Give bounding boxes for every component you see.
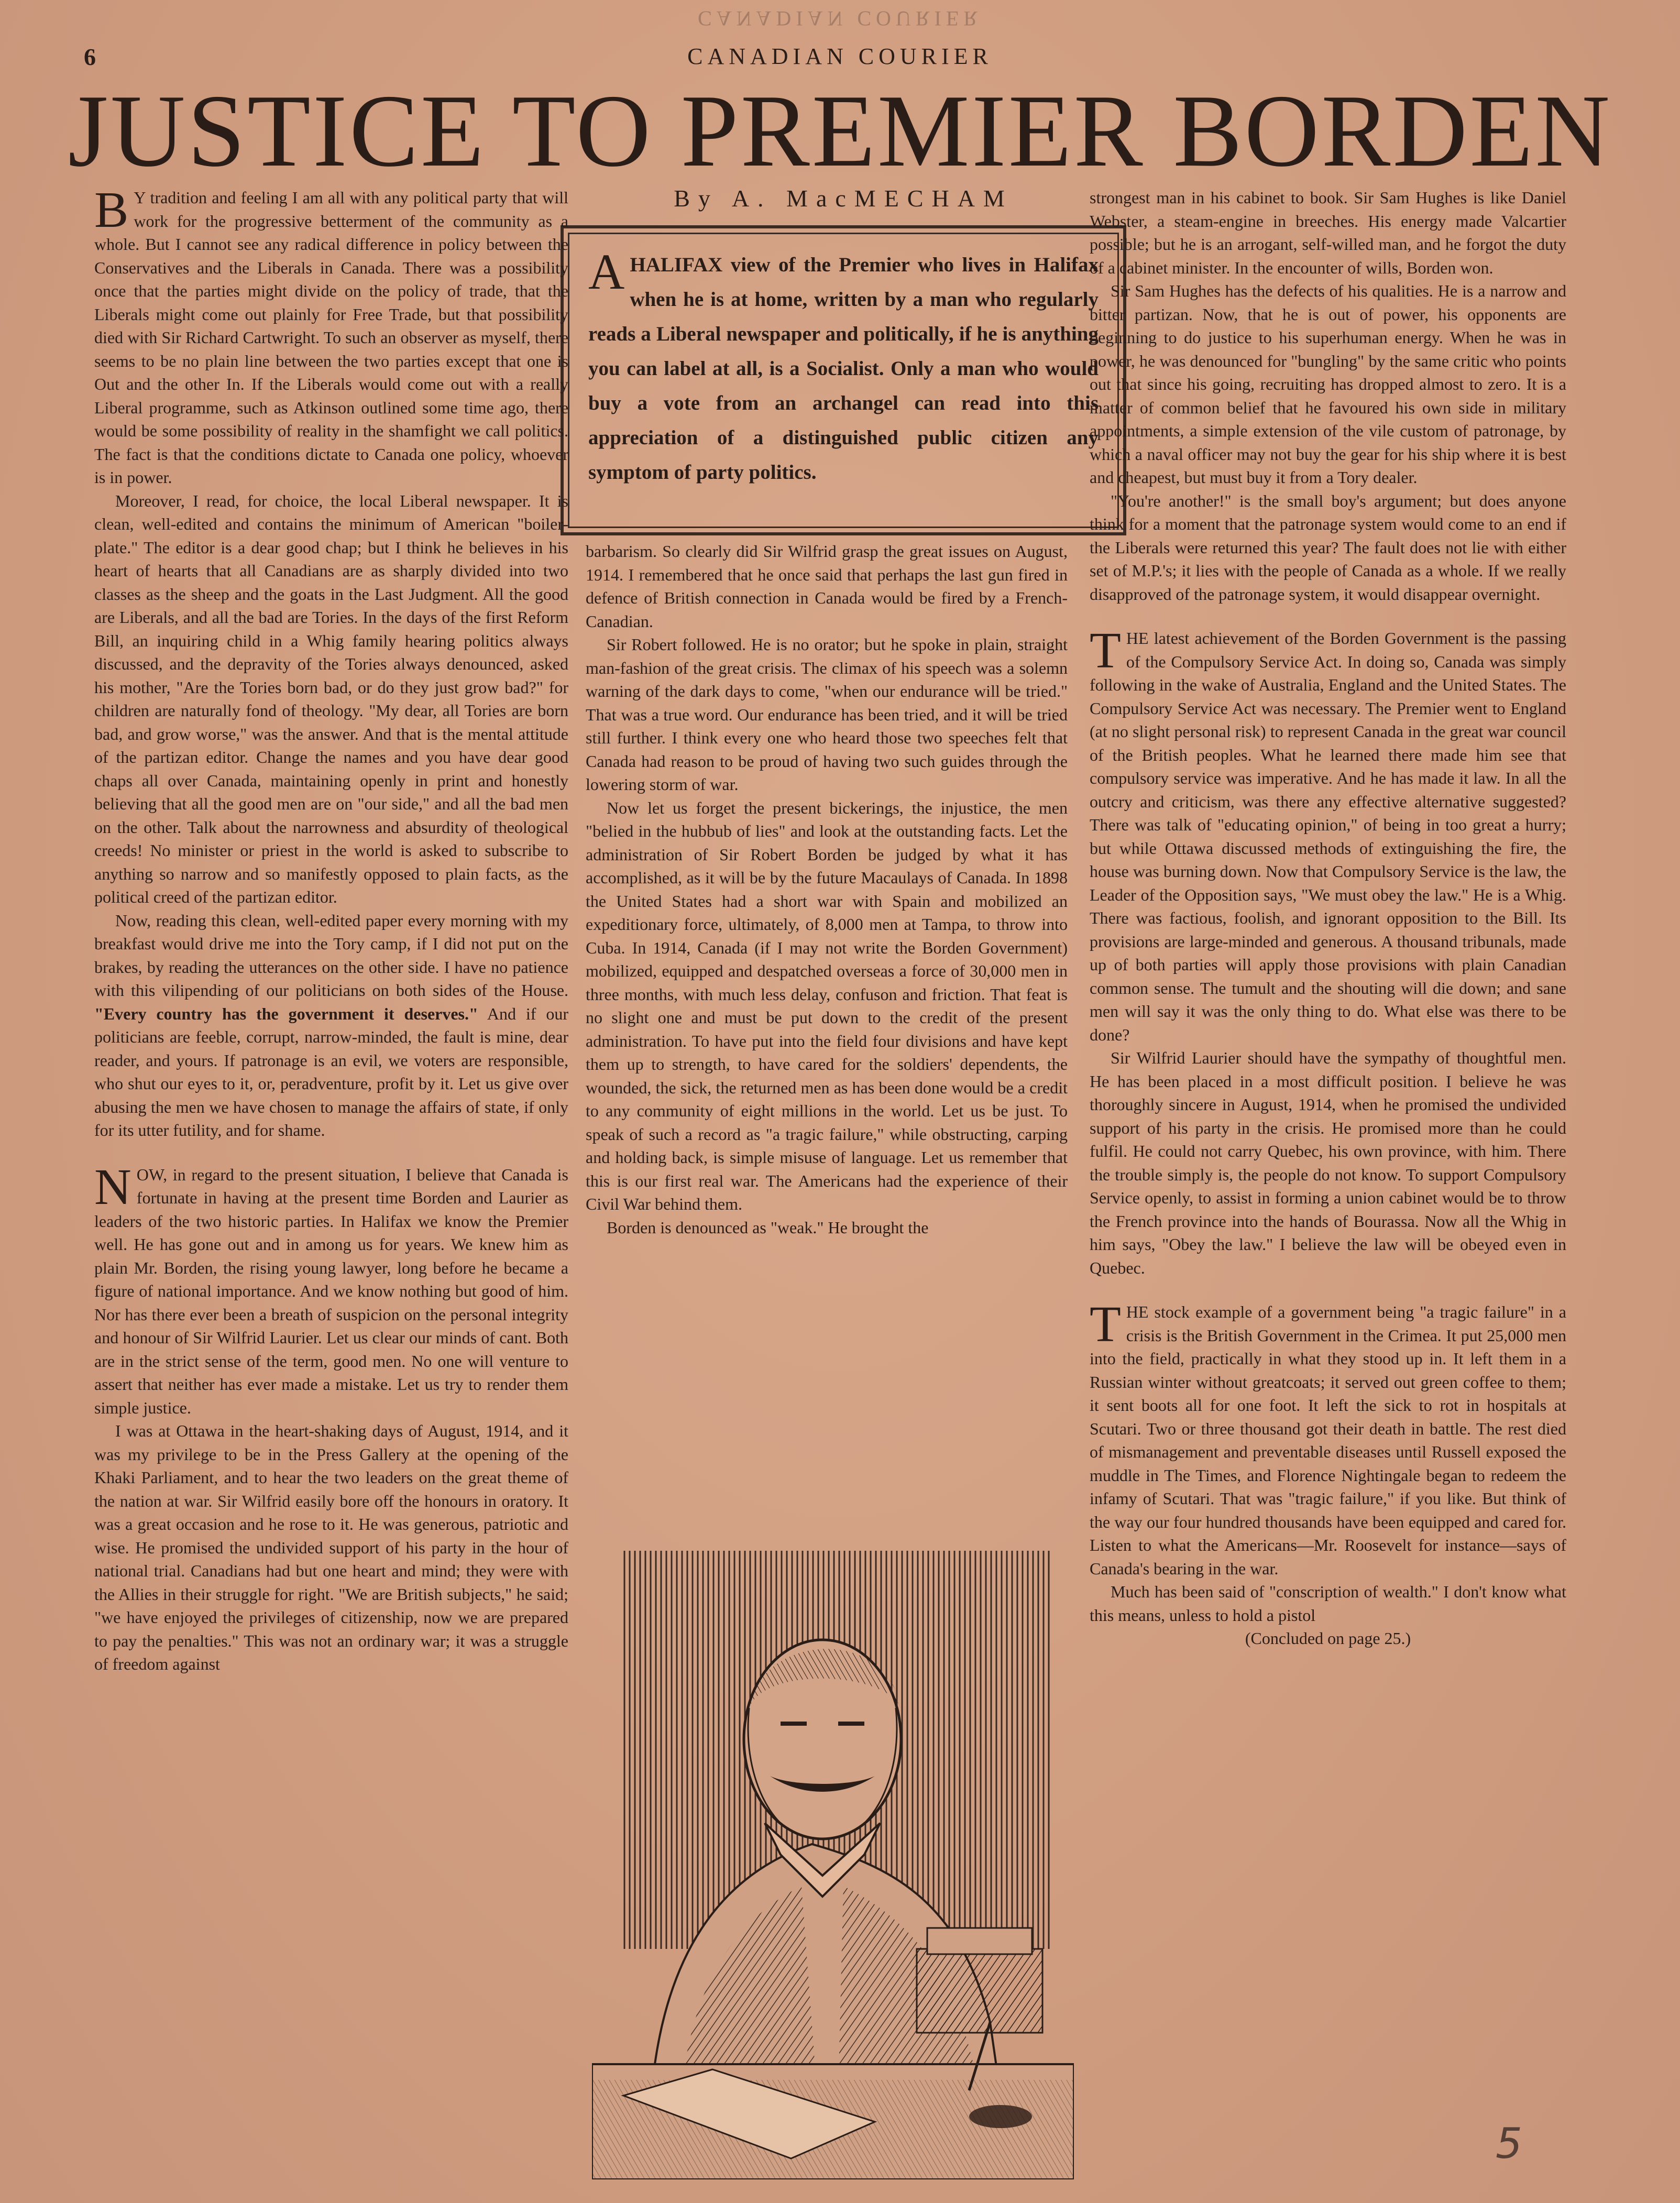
handwritten-margin-mark: 5 bbox=[1496, 2119, 1522, 2168]
paragraph: I was at Ottawa in the heart-shaking days of August, 1914, and it was my privilege to be in the Press Gallery at the opening of the Khaki Parliament, and to hear the two leaders on the great theme of the nation at war. Sir Wilfrid easily bore off the honours in oratory. It was a great occasion and he rose to it. He was generous, patriotic and wise. He promised the undivided support of his party in the hour of national trial. Canadians had but one heart and mind; they were with the Allies in their struggle for right. "We are British subjects," he said; "we have enjoyed the privileges of citizenship, now we are prepared to pay the penalties." This was not an ordinary war; it was a struggle of freedom against bbox=[94, 1421, 568, 1673]
paragraph: strongest man in his cabinet to book. Sir Sam Hughes is like Daniel Webster, a steam-engine in breeches. His energy made Valcartier possible; but he is an arrogant, self-willed man, and he forgot the duty of a cabinet minister. In the encounter of wills, Borden won. bbox=[1090, 188, 1566, 277]
bold-quote: "Every country has the government it deserves." bbox=[94, 1004, 478, 1023]
paragraph bbox=[1090, 1296, 1566, 1580]
dropcap-b: B bbox=[94, 186, 129, 238]
paragraph-text: HE stock example of a government being "a tragic failure" in a crisis is the British Government in the Crimea. It put 25,000 men into the field, practically in what they stood up in. It left them in a Russian winter without greatcoats; it served out green coffee to them; it sent boots all for one foot. It left the sick to rot in hospitals at Scutari. Two or three thousand got their death in battle. The rest died of mismanagement and preventable diseases until Russell exposed the muddle in The Times, and Florence Nightingale began to redeem the infamy of Scutari. That was "tragic failure," if you like. But think of the way our four hundred thousands have been equipped and cared for. Listen to what the Americans—Mr. Roosevelt for instance—says of Canada's bearing in the war. bbox=[1090, 1302, 1566, 1578]
paragraph bbox=[1090, 622, 1566, 1046]
paragraph: "You're another!" is the small boy's argument; but does anyone think for a moment that the patronage system would come to an end if the Liberals were returned this year? The fault does not lie with either set of M.P.'s; it lies with the people of Canada as a whole. If we really disapproved of the patronage system, it would disappear overnight. bbox=[1090, 491, 1566, 604]
paragraph: Much has been said of "conscription of wealth." I don't know what this means, unless to hold a pistol bbox=[1090, 1582, 1566, 1625]
section-spacer bbox=[1090, 606, 1566, 627]
callout-box bbox=[561, 225, 1126, 535]
paragraph bbox=[94, 186, 568, 489]
paragraph-text: HE latest achievement of the Borden Government is the passing of the Compulsory Service Act. In doing so, Canada was simply following in the wake of Australia, England and the United States. The Compulsory Service Act was necessary. The Premier went to England (at no slight personal risk) to represent Canada in the great war council of the British peoples. What he learned there made him see that compulsory service was imperative. And he has made it law. In all the outcry and criticism, was there any effective alternative suggested? There was talk of "educating opinion," of being in too great a hurry; but while Ottawa discussed methods of extinguishing the fire, the house was burning down. Now that Compulsory Service is the law, the Leader of the Opposition says, "We must obey the law." He is a Whig. There was factious, foolish, and ignorant opposition to the Bill. Its provisions are large-minded and generous. A thousand tribunals, made up of both parties will apply those provisions with plain Canadian common sense. The tumult and the shouting will die down; and sane men will say it was the only thing to do. What else was there to be done? bbox=[1090, 629, 1566, 1044]
paragraph: Now let us forget the present bickerings, the injustice, the men "belied in the hubbub of lies" and look at the outstanding facts. Let the administration of Sir Robert Borden be judged by what it has accomplished, as it will be by the future Macaulays of Canada. In 1898 the United States had a short war with Spain and mobilized an expeditionary force, ultimately, of 8,000 men at Tampa, to throw into Cuba. In 1914, Canada (if I may not write the Borden Government) mobilized, equipped and despatched overseas a force of 30,000 men in three months, with much less delay, confuson and friction. That feat is no slight one and must be put down to the credit of the present administration. To have put into the field four divisions and have kept them up to strength, to have cared for the soldiers' dependents, the wounded, the sick, the returned men as has been done would be a credit to any community of eight millions in the world. Let us be just. To speak of such a record as "a tragic failure," while obstructing, carping and holding back, is simple misuse of language. Let us remember that this is our first real war. The Americans had the experience of their Civil War behind them. bbox=[586, 798, 1068, 1213]
paragraph: Sir Sam Hughes has the defects of his qualities. He is a narrow and bitter partizan. Now, that he is out of power, his opponents are beginning to do justice to his superhuman energy. When he was in power, he was denounced for "bungling" by the same critic who points out that since his going, recruiting has dropped almost to zero. It is a matter of common belief that he favoured his own side in military appointments, a simple extension of the vile custom of patronage, by which a naval officer may not buy the gear for his ship where it is best and cheapest, but must buy it from a Tory dealer. bbox=[1090, 281, 1566, 487]
reverse-page-bleed: CANADIAN COURIER bbox=[698, 7, 982, 30]
column-3 bbox=[1090, 186, 1566, 2172]
callout-dropcap: A bbox=[588, 244, 625, 300]
dropcap-t: T bbox=[1090, 1296, 1121, 1353]
dropcap-t: T bbox=[1090, 622, 1121, 679]
paragraph: barbarism. So clearly did Sir Wilfrid grasp the great issues on August, 1914. I remembered that he once said that perhaps the last gun fired in defence of British connection in Canada would be fired by a French-Canadian. bbox=[586, 542, 1068, 631]
article-byline: By A. MacMECHAM bbox=[674, 185, 1013, 212]
paragraph: Sir Robert followed. He is no orator; but he spoke in plain, straight man-fashion of the great crisis. The climax of his speech was a solemn warning of the dark days to come, "when our endurance will be tried." That was a true word. Our endurance has been tried, and it will be tried still further. I think every one who heard those two speeches felt that Canada had reason to be proud of having two such guides through the lowering storm of war. bbox=[586, 635, 1068, 794]
portrait-illustration-icon bbox=[592, 1551, 1074, 2179]
page-number: 6 bbox=[84, 43, 96, 70]
paragraph-text: Y tradition and feeling I am all with any political party that will work for the progressive betterment of the community as a whole. But I cannot see any radical difference in policy between the Conservatives and the Liberals in Canada. There was a possibility once that the parties might divide on the policy of trade, that the Liberals might come out plainly for Free Trade, but that possibility died with Sir Richard Cartwright. To such an observer as myself, there seems to be no plain line between the two parties except that one is Out and the other In. If the Liberals would come out with a really Liberal programme, such as Atkinson outlined some time ago, there would be some possibility of reality in the shamfight we call politics. The fact is that the conditions dictate to Canada one policy, whoever is in power. bbox=[94, 188, 568, 487]
paragraph-text: And if our politicians are feeble, corrupt, narrow-minded, the fault is mine, dear reader, and yours. If patronage is an evil, we voters are responsible, who shut our eyes to it, or, peradventure, profit by it. Let us give over abusing the men we have chosen to manage the affairs of state, if only for its utter futility, and for shame. bbox=[94, 1004, 568, 1139]
paragraph: Sir Wilfrid Laurier should have the sympathy of thoughtful men. He has been placed in a most difficult position. I believe he was thoroughly sincere in August, 1914, when he promised the undivided support of his party in the crisis. He promised more than he could fulfil. He could not carry Quebec, his own province, with him. There the trouble simply is, the people do not know. To support Compulsory Service openly, to assist in forming a union cabinet would be to throw the French province into the hands of Bourassa. Now all the Whig in him says, "Obey the law." I believe the law will be obeyed even in Quebec. bbox=[1090, 1048, 1566, 1277]
continued-note: (Concluded on page 25.) bbox=[1245, 1629, 1411, 1648]
callout-text: HALIFAX view of the Premier who lives in Halifax when he is at home, written by a man who regularly reads a Liberal newspaper and politically, if he is anything you can label at all, is a Socialist. Only a man who would buy a vote from an archangel can read into this appreciation of a distinguished public citizen any symptom of party politics. bbox=[588, 254, 1099, 484]
paragraph bbox=[94, 1158, 568, 1420]
article-headline: JUSTICE TO PREMIER BORDEN bbox=[68, 73, 1612, 188]
section-spacer bbox=[94, 1142, 568, 1163]
paragraph: Moreover, I read, for choice, the local Liberal newspaper. It is clean, well-edited and contains the minimum of American "boiler-plate." The editor is a dear good chap; but I think he believes in his heart of hearts that all Canadians are as sharply divided into two classes as the sheep and the goats in the Last Judgment. All the good are Liberals, and all the bad are Tories. In the days of the first Reform Bill, an inquiring child in a Whig family hearing politics always discussed, and the depravity of the Tories always denounced, asked his mother, "Are the Tories born bad, or do they just grow bad?" for children are naturally fond of theology. "My dear, all Tories are born bad, and grow worse," was the answer. And that is the mental attitude of the partizan editor. Change the names and you have dear good chaps all over Canada, maintaining openly in print and honestly believing that all the good men are on "our side," and all the bad men on the other. Talk about the narrowness and absurdity of theological creeds! No minister or priest in the world is asked to subscribe to anything so narrow and so manifestly opposed to plain facts, as the political creed of the partizan editor. bbox=[94, 491, 568, 906]
dropcap-n: N bbox=[94, 1158, 131, 1215]
paragraph-text: OW, in regard to the present situation, I believe that Canada is fortunate in having at the present time Borden and Laurier as leaders of the two historic parties. In Halifax we know the Premier well. He has gone out and in among us for years. We knew him as plain Mr. Borden, the rising young lawyer, long before he became a figure of national importance. And we know nothing but good of him. Nor has there ever been a breath of suspicion on the personal integrity and honour of Sir Wilfrid Laurier. Let us clear our minds of cant. Both are in the strict sense of the term, good men. No one will venture to assert that neither has ever made a mistake. Let us try to render them simple justice. bbox=[94, 1165, 568, 1417]
paragraph-text: Now, reading this clean, well-edited paper every morning with my breakfast would drive me into the Tory camp, if I did not put on the brakes, by reading the utterances on the other side. I have no patience with this vilipending of our politicians on both sides of the House. bbox=[94, 911, 568, 1000]
section-spacer bbox=[1090, 1279, 1566, 1300]
column-2 bbox=[586, 540, 1068, 1509]
callout-text-block bbox=[568, 233, 1119, 528]
column-1 bbox=[94, 186, 568, 2172]
publication-masthead: CANADIAN COURIER bbox=[687, 43, 993, 69]
paragraph bbox=[94, 909, 568, 1142]
paragraph: Borden is denounced as "weak." He brought the bbox=[607, 1218, 929, 1237]
